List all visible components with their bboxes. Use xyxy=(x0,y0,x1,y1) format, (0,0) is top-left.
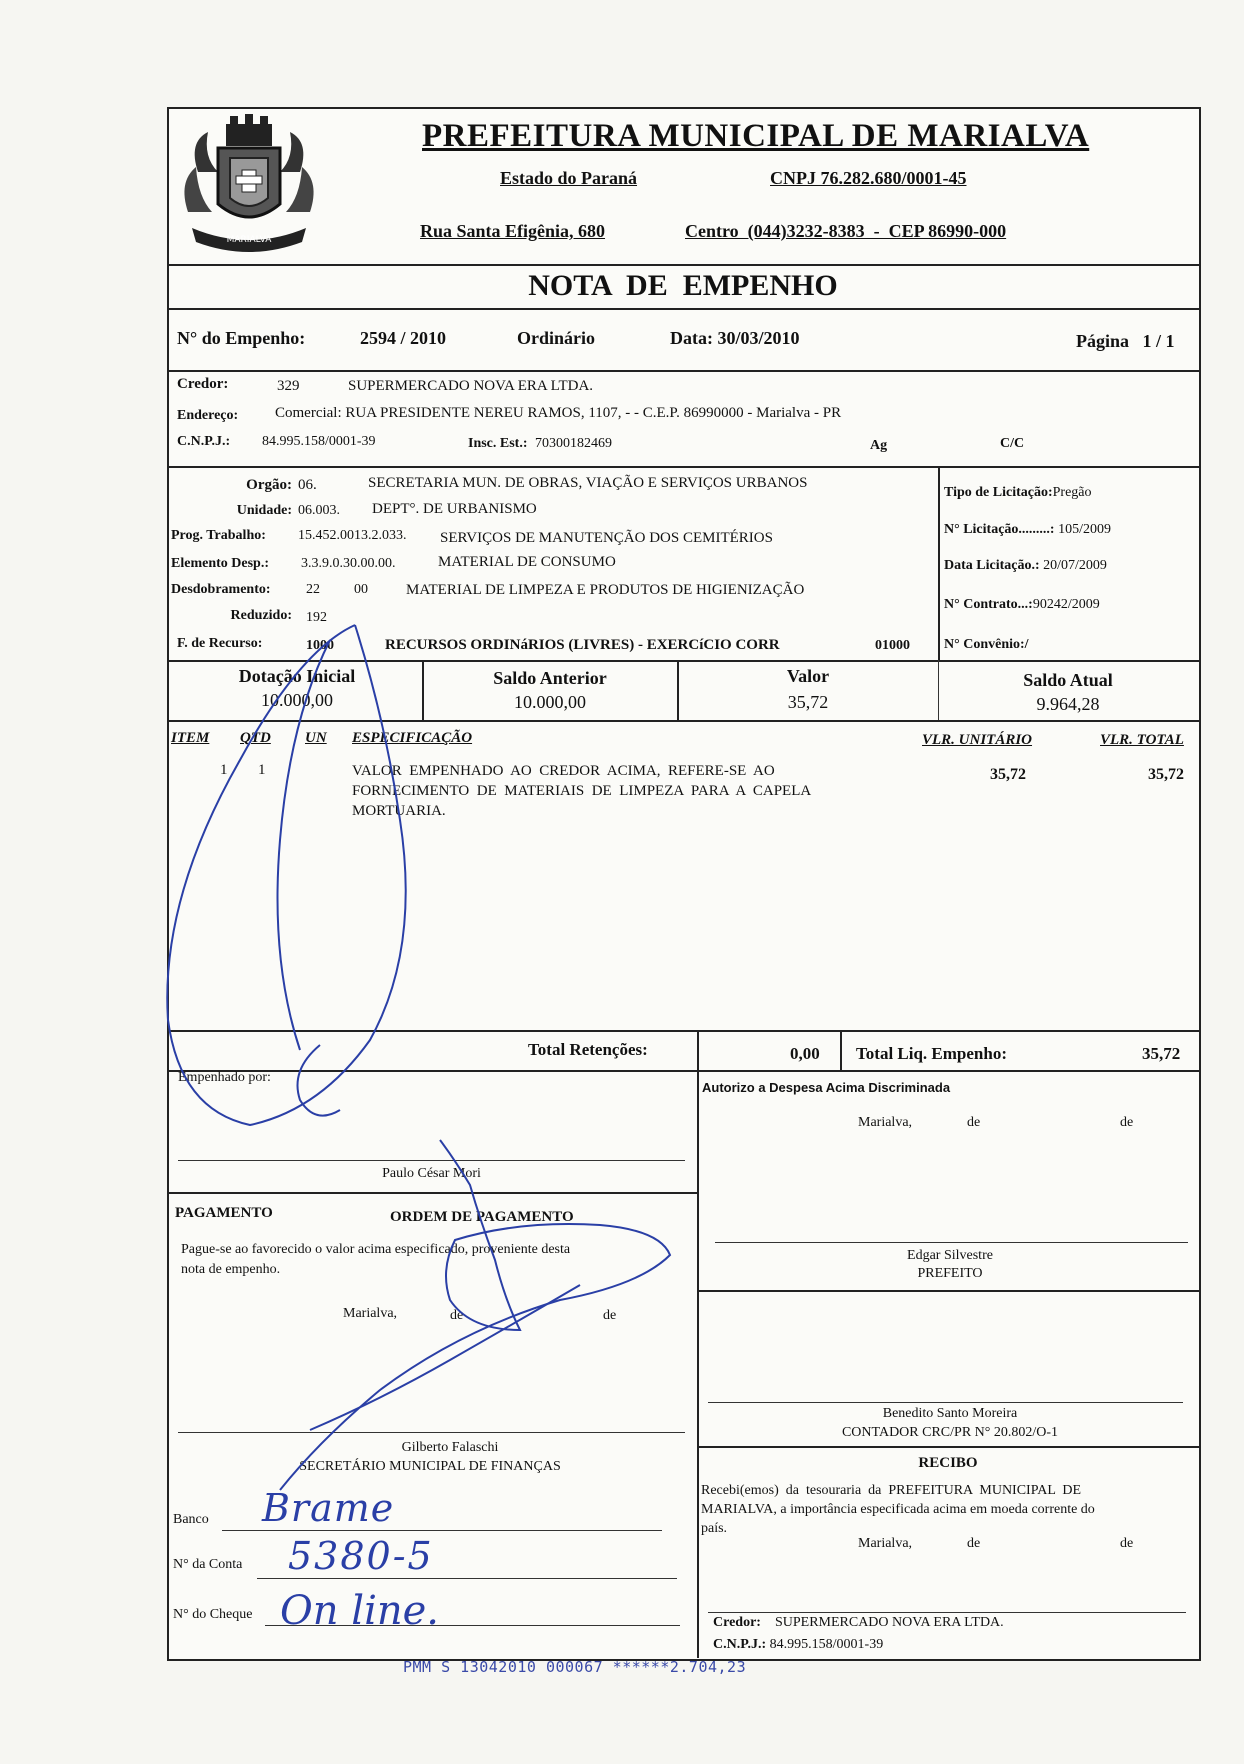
recibo-local: Marialva, xyxy=(858,1536,913,1551)
licitacao-data: 20/07/2009 xyxy=(1043,558,1107,573)
orgao-name: SECRETARIA MUN. DE OBRAS, VIAÇÃO E SERVIÇOS URBANOS xyxy=(368,475,808,491)
credor-name: SUPERMERCADO NOVA ERA LTDA. xyxy=(348,378,594,394)
col-total-header: VLR. TOTAL xyxy=(1100,732,1184,748)
recibo-cnpj: 84.995.158/0001-39 xyxy=(769,1637,884,1652)
state-label: Estado do Paraná xyxy=(500,168,638,188)
document-title: NOTA DE EMPENHO xyxy=(528,269,838,302)
pagamento-local: Marialva, xyxy=(343,1306,398,1321)
dotacao-label: Dotação Inicial xyxy=(238,666,356,686)
insc-value: 70300182469 xyxy=(535,436,612,451)
unidade-label: Unidade: xyxy=(236,503,292,518)
pagamento-de1: de xyxy=(450,1308,464,1323)
prefeito-name: Edgar Silvestre xyxy=(907,1248,993,1263)
dotacao-value: 10.000,00 xyxy=(261,690,333,710)
saldo-anterior-label: Saldo Anterior xyxy=(493,668,607,688)
page-title: PREFEITURA MUNICIPAL DE MARIALVA xyxy=(422,118,1090,154)
desdobramento-code: 22 xyxy=(306,582,320,597)
item-desc-line3: MORTUARIA. xyxy=(352,803,446,819)
prog-name: SERVIÇOS DE MANUTENÇÃO DOS CEMITÉRIOS xyxy=(440,530,773,546)
pagamento-label: PAGAMENTO xyxy=(175,1205,273,1221)
pagamento-text-line2: nota de empenho. xyxy=(181,1262,281,1277)
cnpj-header: CNPJ 76.282.680/0001-45 xyxy=(770,168,967,188)
processing-stamp: PMM S 13042010 000067 ******2.704,23 xyxy=(403,1658,747,1676)
recibo-text-line1: Recebi(emos) da tesouraria da PREFEITURA MUNICIPAL DE xyxy=(701,1483,1082,1498)
recibo-title: RECIBO xyxy=(918,1455,978,1471)
pagamento-text-line1: Pague-se ao favorecido o valor acima especificado, proveniente desta xyxy=(181,1242,571,1257)
prefeito-cargo: PREFEITO xyxy=(917,1266,983,1281)
licitacao-numero-label: N° Licitação.........: xyxy=(944,522,1055,537)
retencoes-value: 0,00 xyxy=(790,1044,820,1063)
item-total-value: 35,72 xyxy=(1148,766,1184,783)
recibo-de1: de xyxy=(967,1536,981,1551)
credor-address: Comercial: RUA PRESIDENTE NEREU RAMOS, 1107, - - C.E.P. 86990000 - Marialva - PR xyxy=(275,405,842,421)
item-desc-line1: VALOR EMPENHADO AO CREDOR ACIMA, REFERE-SE AO xyxy=(352,763,775,779)
desdobramento-name: MATERIAL DE LIMPEZA E PRODUTOS DE HIGIENIZAÇÃO xyxy=(406,582,805,598)
recurso-number: 01000 xyxy=(875,638,910,653)
address-rest: Centro (044)3232-8383 - CEP 86990-000 xyxy=(685,221,1007,241)
recibo-text-line2: MARIALVA, a importância especificada acima em moeda corrente do xyxy=(701,1502,1095,1517)
retencoes-label: Total Retenções: xyxy=(528,1040,648,1059)
saldo-anterior-value: 10.000,00 xyxy=(514,692,586,712)
credor-cnpj: 84.995.158/0001-39 xyxy=(262,434,376,449)
secretario-cargo: SECRETÁRIO MUNICIPAL DE FINANÇAS xyxy=(299,1459,561,1474)
empenhado-label: Empenhado por: xyxy=(178,1070,271,1085)
secretario-name: Gilberto Falaschi xyxy=(401,1440,499,1455)
recibo-text-line3: país. xyxy=(701,1521,728,1536)
unidade-name: DEPT°. DE URBANISMO xyxy=(372,501,537,517)
credor-cnpj-label: C.N.P.J.: xyxy=(177,434,231,449)
credor-code: 329 xyxy=(277,378,300,394)
licitacao-data-label: Data Licitação.: xyxy=(944,558,1040,573)
handwritten-cheque: On line. xyxy=(280,1588,440,1634)
saldo-atual-label: Saldo Atual xyxy=(1023,670,1113,690)
col-qtd-header: QTD xyxy=(240,730,271,746)
liquido-value: 35,72 xyxy=(1142,1044,1181,1063)
autorizo-de2: de xyxy=(1120,1115,1134,1130)
banco-label: Banco xyxy=(173,1512,209,1527)
elemento-label: Elemento Desp.: xyxy=(171,556,269,571)
licitacao-numero: 105/2009 xyxy=(1058,522,1111,537)
recibo-cnpj-label: C.N.P.J.: xyxy=(713,1637,767,1652)
ordem-pagamento-title: ORDEM DE PAGAMENTO xyxy=(390,1209,574,1225)
desdobramento-label: Desdobramento: xyxy=(171,582,271,597)
convenio-label: N° Convênio:/ xyxy=(944,637,1029,652)
contrato-label: N° Contrato...: xyxy=(944,597,1033,612)
item-desc-line2: FORNECIMENTO DE MATERIAIS DE LIMPEZA PARA A CAPELA xyxy=(352,783,812,799)
valor-value: 35,72 xyxy=(787,692,829,712)
col-un-header: UN xyxy=(305,730,327,746)
saldo-atual-value: 9.964,28 xyxy=(1036,694,1100,714)
page-number: Página 1 / 1 xyxy=(1076,331,1175,351)
recibo-credor-label: Credor: xyxy=(713,1615,761,1630)
credor-label: Credor: xyxy=(177,376,229,392)
reduzido-value: 192 xyxy=(306,610,327,625)
empenho-date: Data: 30/03/2010 xyxy=(670,328,800,348)
ag-label: Ag xyxy=(870,438,888,453)
item-unit-value: 35,72 xyxy=(990,766,1026,783)
endereco-label: Endereço: xyxy=(177,408,239,423)
prog-label: Prog. Trabalho: xyxy=(171,528,266,543)
reduzido-label: Reduzido: xyxy=(230,608,292,623)
cc-label: C/C xyxy=(1000,436,1025,451)
autorizo-de1: de xyxy=(967,1115,981,1130)
col-espec-header: ESPECIFICAÇÃO xyxy=(352,730,473,746)
empenho-type: Ordinário xyxy=(517,328,596,348)
contrato-number: 90242/2009 xyxy=(1032,597,1100,612)
handwritten-conta: 5380-5 xyxy=(288,1534,434,1578)
orgao-label: Orgão: xyxy=(246,477,292,493)
valor-label: Valor xyxy=(786,666,830,686)
orgao-code: 06. xyxy=(298,477,317,493)
recurso-label: F. de Recurso: xyxy=(177,636,263,651)
recibo-credor-name: SUPERMERCADO NOVA ERA LTDA. xyxy=(774,1615,1004,1630)
pagamento-de2: de xyxy=(603,1308,617,1323)
autorizo-local: Marialva, xyxy=(858,1115,913,1130)
contador-name: Benedito Santo Moreira xyxy=(882,1406,1018,1421)
licitacao-tipo-caption: Tipo de Licitação: xyxy=(944,485,1053,500)
autorizo-text: Autorizo a Despesa Acima Discriminada xyxy=(702,1080,951,1095)
item-qtd: 1 xyxy=(258,762,266,778)
address-street: Rua Santa Efigênia, 680 xyxy=(420,221,606,241)
cheque-label: N° do Cheque xyxy=(173,1607,253,1622)
conta-label: N° da Conta xyxy=(173,1557,243,1572)
recurso-code: 1000 xyxy=(306,638,334,653)
recurso-name: RECURSOS ORDINáRIOS (LIVRES) - EXERCíCIO CORR xyxy=(385,637,780,653)
elemento-code: 3.3.9.0.30.00.00. xyxy=(301,556,396,571)
unidade-code: 06.003. xyxy=(298,503,340,518)
empenhado-signatory: Paulo César Mori xyxy=(382,1166,481,1181)
prog-code: 15.452.0013.2.033. xyxy=(298,528,407,543)
svg-text:MARIALVA: MARIALVA xyxy=(226,235,272,245)
item-number: 1 xyxy=(220,762,228,778)
desdobramento-sub: 00 xyxy=(354,582,368,597)
licitacao-tipo: Pregão xyxy=(1052,485,1092,500)
contador-cargo: CONTADOR CRC/PR N° 20.802/O-1 xyxy=(841,1425,1059,1440)
liquido-label: Total Liq. Empenho: xyxy=(856,1044,1007,1063)
elemento-name: MATERIAL DE CONSUMO xyxy=(438,554,616,570)
empenho-number: 2594 / 2010 xyxy=(360,328,447,348)
handwritten-banco: Brame xyxy=(262,1486,395,1530)
col-unit-header: VLR. UNITÁRIO xyxy=(922,732,1033,748)
recibo-de2: de xyxy=(1120,1536,1134,1551)
empenho-number-label: N° do Empenho: xyxy=(177,328,306,348)
insc-label: Insc. Est.: xyxy=(468,436,528,451)
col-item-header: ITEM xyxy=(171,730,210,746)
